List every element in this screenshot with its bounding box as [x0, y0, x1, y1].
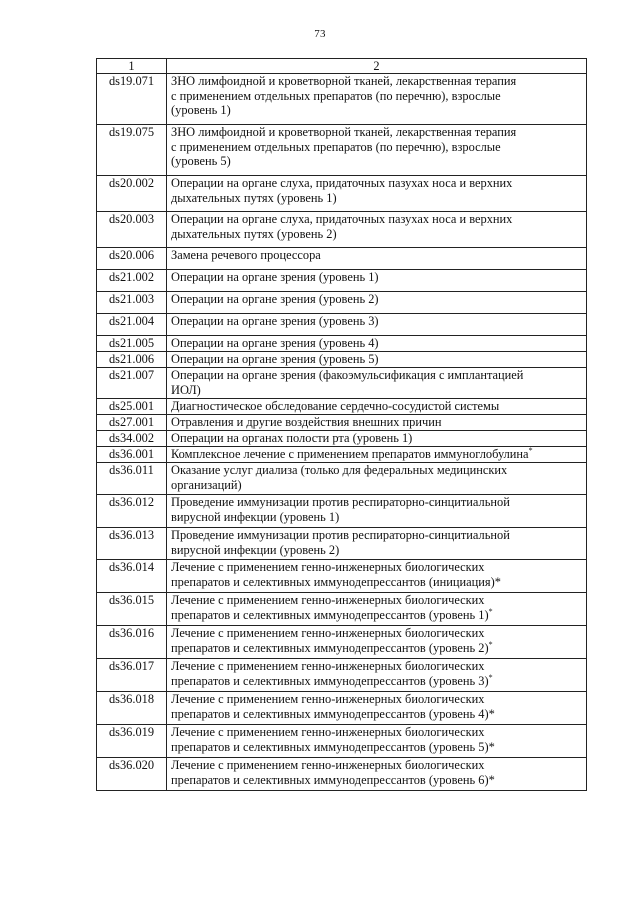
tariff-codes-table [96, 58, 587, 791]
description-line: препаратов и селективных иммунодепрессантов (уровень 2) [171, 640, 489, 655]
row-description [167, 659, 587, 692]
table-row [97, 176, 587, 212]
table-row [97, 447, 587, 463]
column-header-2: 2 [167, 59, 587, 74]
table-row [97, 399, 587, 415]
column-header-1: 1 [97, 59, 167, 74]
row-code: ds21.002 [97, 270, 167, 292]
row-code: ds36.016 [97, 626, 167, 659]
row-description [167, 463, 587, 495]
row-description [167, 495, 587, 528]
asterisk-mark: * [488, 639, 493, 649]
row-code: ds19.071 [97, 74, 167, 125]
table-row [97, 125, 587, 176]
description-line: Комплексное лечение с применением препаратов иммуноглобулина [171, 447, 529, 461]
table-row [97, 314, 587, 336]
description-line: препаратов и селективных иммунодепрессантов (инициация)* [171, 574, 501, 589]
row-description: Операции на органах полости рта (уровень 1) [167, 431, 587, 447]
description-line: Операции на органе слуха, придаточных пазухах носа и верхних [171, 176, 513, 190]
row-code: ds36.014 [97, 560, 167, 593]
row-description [167, 758, 587, 791]
description-line: Проведение иммунизации против респираторно-синцитиальной [171, 528, 510, 542]
table-row [97, 212, 587, 248]
row-code: ds36.001 [97, 447, 167, 463]
description-line: ИОЛ) [171, 382, 201, 397]
row-code: ds36.013 [97, 528, 167, 560]
description-line: ЗНО лимфоидной и кроветворной тканей, лекарственная терапия [171, 74, 517, 88]
description-line: Проведение иммунизации против респираторно-синцитиальной [171, 495, 510, 509]
description-line: препаратов и селективных иммунодепрессантов (уровень 5)* [171, 739, 495, 754]
row-code: ds20.002 [97, 176, 167, 212]
row-description [167, 593, 587, 626]
row-description: Отравления и другие воздействия внешних причин [167, 415, 587, 431]
asterisk-mark: * [528, 446, 533, 455]
description-line: Лечение с применением генно-инженерных биологических [171, 560, 485, 574]
description-line: дыхательных путях (уровень 2) [171, 226, 337, 241]
description-line: организаций) [171, 477, 242, 492]
row-code: ds21.004 [97, 314, 167, 336]
table-row [97, 528, 587, 560]
row-code: ds19.075 [97, 125, 167, 176]
description-line: препаратов и селективных иммунодепрессантов (уровень 6)* [171, 772, 495, 787]
description-line: препаратов и селективных иммунодепрессантов (уровень 4)* [171, 706, 495, 721]
table-row [97, 758, 587, 791]
row-description: Операции на органе зрения (уровень 4) [167, 336, 587, 352]
row-description: Замена речевого процессора [167, 248, 587, 270]
description-line: Операции на органе слуха, придаточных пазухах носа и верхних [171, 212, 513, 226]
table-row [97, 659, 587, 692]
table-row [97, 270, 587, 292]
row-code: ds36.012 [97, 495, 167, 528]
row-description [167, 626, 587, 659]
row-description: Операции на органе зрения (уровень 3) [167, 314, 587, 336]
row-description [167, 176, 587, 212]
table-row [97, 431, 587, 447]
row-code: ds20.003 [97, 212, 167, 248]
description-line: Оказание услуг диализа (только для федеральных медицинских [171, 463, 508, 477]
row-description: Диагностическое обследование сердечно-сосудистой системы [167, 399, 587, 415]
description-line: с применением отдельных препаратов (по перечню), взрослые [171, 139, 501, 154]
table-row [97, 495, 587, 528]
description-line: Лечение с применением генно-инженерных биологических [171, 725, 485, 739]
row-description [167, 368, 587, 399]
row-description [167, 74, 587, 125]
row-description [167, 447, 587, 463]
row-description: Операции на органе зрения (уровень 2) [167, 292, 587, 314]
row-code: ds36.020 [97, 758, 167, 791]
description-line: Лечение с применением генно-инженерных биологических [171, 626, 485, 640]
row-description [167, 212, 587, 248]
row-code: ds36.015 [97, 593, 167, 626]
row-description [167, 692, 587, 725]
row-description [167, 725, 587, 758]
description-line: (уровень 1) [171, 103, 231, 118]
table-row [97, 463, 587, 495]
row-code: ds21.003 [97, 292, 167, 314]
row-code: ds21.005 [97, 336, 167, 352]
description-line: препаратов и селективных иммунодепрессантов (уровень 3) [171, 673, 489, 688]
description-line: ЗНО лимфоидной и кроветворной тканей, лекарственная терапия [171, 125, 517, 139]
row-description: Операции на органе зрения (уровень 1) [167, 270, 587, 292]
description-line: Операции на органе зрения (факоэмульсификация с имплантацией [171, 368, 524, 382]
description-line: Лечение с применением генно-инженерных биологических [171, 758, 485, 772]
asterisk-mark: * [488, 672, 493, 682]
table-row [97, 593, 587, 626]
row-code: ds25.001 [97, 399, 167, 415]
row-description: Операции на органе зрения (уровень 5) [167, 352, 587, 368]
description-line: вирусной инфекции (уровень 2) [171, 542, 340, 557]
row-description [167, 560, 587, 593]
row-code: ds36.017 [97, 659, 167, 692]
table-row [97, 415, 587, 431]
table-row [97, 725, 587, 758]
table-header-row [97, 59, 587, 74]
table-row [97, 74, 587, 125]
row-code: ds21.006 [97, 352, 167, 368]
description-line: дыхательных путях (уровень 1) [171, 190, 337, 205]
row-description [167, 528, 587, 560]
description-line: Лечение с применением генно-инженерных биологических [171, 692, 485, 706]
table-row [97, 692, 587, 725]
table-row [97, 368, 587, 399]
table-row [97, 352, 587, 368]
row-code: ds34.002 [97, 431, 167, 447]
description-line: Лечение с применением генно-инженерных биологических [171, 659, 485, 673]
row-code: ds20.006 [97, 248, 167, 270]
row-code: ds36.018 [97, 692, 167, 725]
table-row [97, 560, 587, 593]
description-line: Лечение с применением генно-инженерных биологических [171, 593, 485, 607]
table-row [97, 292, 587, 314]
table-row [97, 626, 587, 659]
row-description [167, 125, 587, 176]
description-line: с применением отдельных препаратов (по перечню), взрослые [171, 88, 501, 103]
row-code: ds36.011 [97, 463, 167, 495]
description-line: вирусной инфекции (уровень 1) [171, 509, 340, 524]
description-line: (уровень 5) [171, 154, 231, 169]
row-code: ds36.019 [97, 725, 167, 758]
row-code: ds21.007 [97, 368, 167, 399]
asterisk-mark: * [488, 606, 493, 616]
page-number: 73 [314, 28, 326, 40]
description-line: препаратов и селективных иммунодепрессантов (уровень 1) [171, 607, 489, 622]
table-row [97, 336, 587, 352]
row-code: ds27.001 [97, 415, 167, 431]
table-row [97, 248, 587, 270]
